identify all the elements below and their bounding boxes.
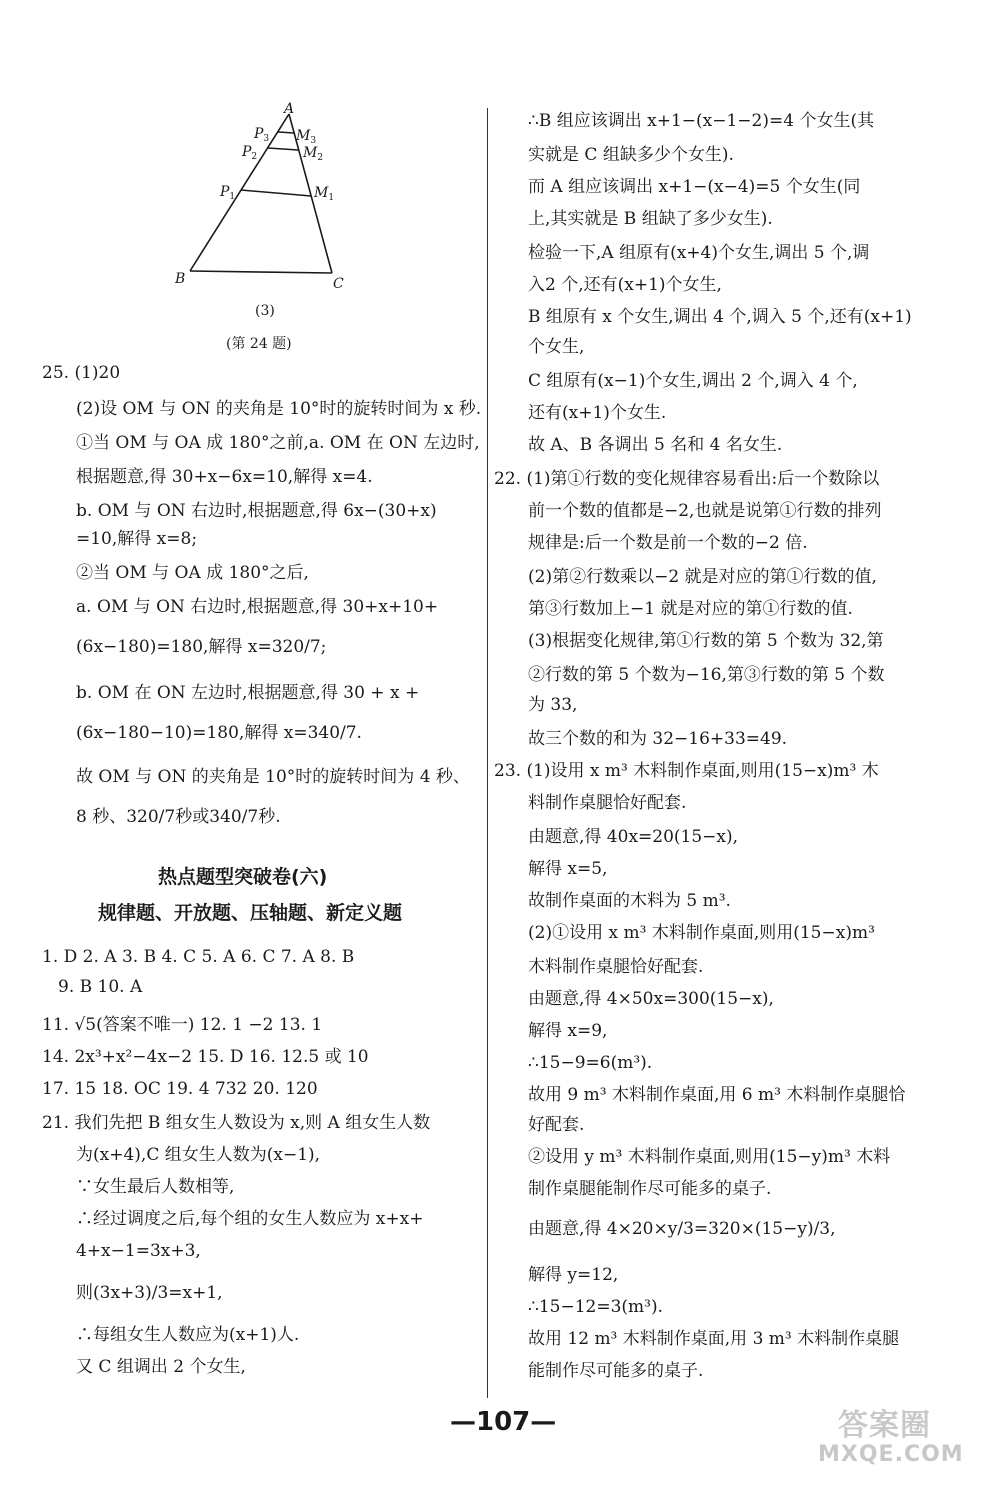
answer-line: 17. 15 18. OC 19. 4 732 20. 120 — [42, 1079, 318, 1099]
side-BC — [190, 271, 332, 273]
answer-line: 11. √5(答案不唯一) 12. 1 −2 13. 1 — [42, 1015, 323, 1035]
right-line: ∴15−9=6(m³). — [528, 1053, 653, 1073]
left-line: 21. 我们先把 B 组女生人数设为 x,则 A 组女生人数 — [42, 1113, 431, 1133]
label-M3: $M_3$ — [296, 128, 317, 146]
segment-P3M3 — [278, 132, 294, 133]
right-line: 个女生, — [528, 337, 585, 357]
right-line: (2)第②行数乘以−2 就是对应的第①行数的值, — [528, 567, 877, 587]
left-line: ∵女生最后人数相等, — [76, 1177, 235, 1197]
right-line: 制作桌腿能制作尽可能多的桌子. — [528, 1179, 772, 1199]
right-line: 由题意,得 4×20×y/3=320×(15−y)/3, — [528, 1219, 836, 1239]
right-line: (3)根据变化规律,第①行数的第 5 个数为 32,第 — [528, 631, 884, 651]
left-line: 8 秒、320/7秒或340/7秒. — [76, 807, 281, 827]
right-line: 23. (1)设用 x m³ 木料制作桌面,则用(15−x)m³ 木 — [494, 761, 879, 781]
left-line: ②当 OM 与 OA 成 180°之后, — [76, 563, 309, 583]
left-line: 故 OM 与 ON 的夹角是 10°时的旋转时间为 4 秒、 — [76, 767, 470, 787]
right-line: 而 A 组应该调出 x+1−(x−4)=5 个女生(同 — [528, 177, 861, 197]
right-line: 木料制作桌腿恰好配套. — [528, 957, 704, 977]
right-line: 检验一下,A 组原有(x+4)个女生,调出 5 个,调 — [528, 243, 870, 263]
left-line: (6x−180−10)=180,解得 x=340/7. — [76, 723, 362, 743]
right-line: 故用 9 m³ 木料制作桌面,用 6 m³ 木料制作桌腿恰 — [528, 1085, 906, 1105]
right-line: ②行数的第 5 个数为−16,第③行数的第 5 个数 — [528, 665, 885, 685]
label-P3: $P_3$ — [254, 126, 270, 144]
section-title: 热点题型突破卷(六) — [158, 866, 328, 888]
right-line: 故制作桌面的木料为 5 m³. — [528, 891, 731, 911]
right-line: 实就是 C 组缺多少个女生). — [528, 145, 734, 165]
section-subtitle: 规律题、开放题、压轴题、新定义题 — [98, 902, 403, 924]
right-line: C 组原有(x−1)个女生,调出 2 个,调入 4 个, — [528, 371, 858, 391]
left-line: =10,解得 x=8; — [76, 529, 198, 549]
answer-line: 1. D 2. A 3. B 4. C 5. A 6. C 7. A 8. B — [42, 947, 355, 967]
right-line: 为 33, — [528, 695, 578, 715]
left-line: a. OM 与 ON 右边时,根据题意,得 30+x+10+ — [76, 597, 439, 617]
left-line: 为(x+4),C 组女生人数为(x−1), — [76, 1145, 321, 1165]
triangle-figure — [165, 100, 365, 300]
segment-P1M1 — [241, 190, 311, 196]
watermark-line2: MXQE.COM — [818, 1442, 964, 1467]
left-line: ①当 OM 与 OA 成 180°之前,a. OM 在 ON 左边时, — [76, 433, 480, 453]
left-line: 4+x−1=3x+3, — [76, 1241, 201, 1261]
label-A: A — [284, 101, 295, 117]
left-line: 根据题意,得 30+x−6x=10,解得 x=4. — [76, 467, 373, 487]
right-line: ②设用 y m³ 木料制作桌面,则用(15−y)m³ 木料 — [528, 1147, 891, 1167]
right-line: 料制作桌腿恰好配套. — [528, 793, 687, 813]
right-line: ∴15−12=3(m³). — [528, 1297, 663, 1317]
right-line: 由题意,得 4×50x=300(15−x), — [528, 989, 774, 1009]
right-line: ∴B 组应该调出 x+1−(x−1−2)=4 个女生(其 — [528, 111, 875, 131]
right-line: 规律是:后一个数是前一个数的−2 倍. — [528, 533, 808, 553]
figure-caption: (第 24 题) — [226, 336, 292, 352]
figure-sub-caption: (3) — [255, 303, 275, 319]
right-line: 还有(x+1)个女生. — [528, 403, 667, 423]
right-line: 入2 个,还有(x+1)个女生, — [528, 275, 722, 295]
right-line: 好配套. — [528, 1115, 585, 1135]
right-line: (2)①设用 x m³ 木料制作桌面,则用(15−x)m³ — [528, 923, 875, 943]
right-line: 故用 12 m³ 木料制作桌面,用 3 m³ 木料制作桌腿 — [528, 1329, 900, 1349]
right-line: B 组原有 x 个女生,调出 4 个,调入 5 个,还有(x+1) — [528, 307, 912, 327]
left-line: 则(3x+3)/3=x+1, — [76, 1283, 223, 1303]
right-line: 解得 x=9, — [528, 1021, 608, 1041]
watermark-line1: 答案圈 — [838, 1408, 931, 1443]
left-line: (2)设 OM 与 ON 的夹角是 10°时的旋转时间为 x 秒. — [76, 399, 482, 419]
watermark-logo — [808, 1392, 988, 1477]
right-line: 22. (1)第①行数的变化规律容易看出:后一个数除以 — [494, 469, 880, 489]
label-B: B — [175, 271, 186, 287]
right-line: 第③行数加上−1 就是对应的第①行数的值. — [528, 599, 853, 619]
segment-P2M2 — [268, 148, 298, 150]
left-line: b. OM 在 ON 左边时,根据题意,得 30 + x + — [76, 683, 420, 703]
page-number: —107— — [450, 1407, 557, 1437]
right-line: 上,其实就是 B 组缺了多少女生). — [528, 209, 773, 229]
left-line: ∴每组女生人数应为(x+1)人. — [76, 1325, 300, 1345]
right-line: 故三个数的和为 32−16+33=49. — [528, 729, 788, 749]
label-M1: $M_1$ — [314, 185, 335, 203]
right-line: 解得 y=12, — [528, 1265, 619, 1285]
left-line: b. OM 与 ON 右边时,根据题意,得 6x−(30+x) — [76, 501, 437, 521]
left-line: (6x−180)=180,解得 x=320/7; — [76, 637, 327, 657]
right-line: 能制作尽可能多的桌子. — [528, 1361, 704, 1381]
answer-line: 9. B 10. A — [58, 977, 143, 997]
answer-line: 14. 2x³+x²−4x−2 15. D 16. 12.5 或 10 — [42, 1047, 369, 1067]
label-M2: $M_2$ — [303, 145, 324, 163]
right-line: 故 A、B 各调出 5 名和 4 名女生. — [528, 435, 783, 455]
label-P1: $P_1$ — [220, 184, 236, 202]
label-P2: $P_2$ — [242, 144, 258, 162]
right-line: 前一个数的值都是−2,也就是说第①行数的排列 — [528, 501, 882, 521]
right-line: 解得 x=5, — [528, 859, 608, 879]
right-line: 由题意,得 40x=20(15−x), — [528, 827, 739, 847]
left-line: 又 C 组调出 2 个女生, — [76, 1357, 246, 1377]
column-divider — [487, 108, 488, 1398]
left-line: ∴经过调度之后,每个组的女生人数应为 x+x+ — [76, 1209, 424, 1229]
left-line: 25. (1)20 — [42, 363, 121, 383]
label-C: C — [333, 276, 344, 292]
